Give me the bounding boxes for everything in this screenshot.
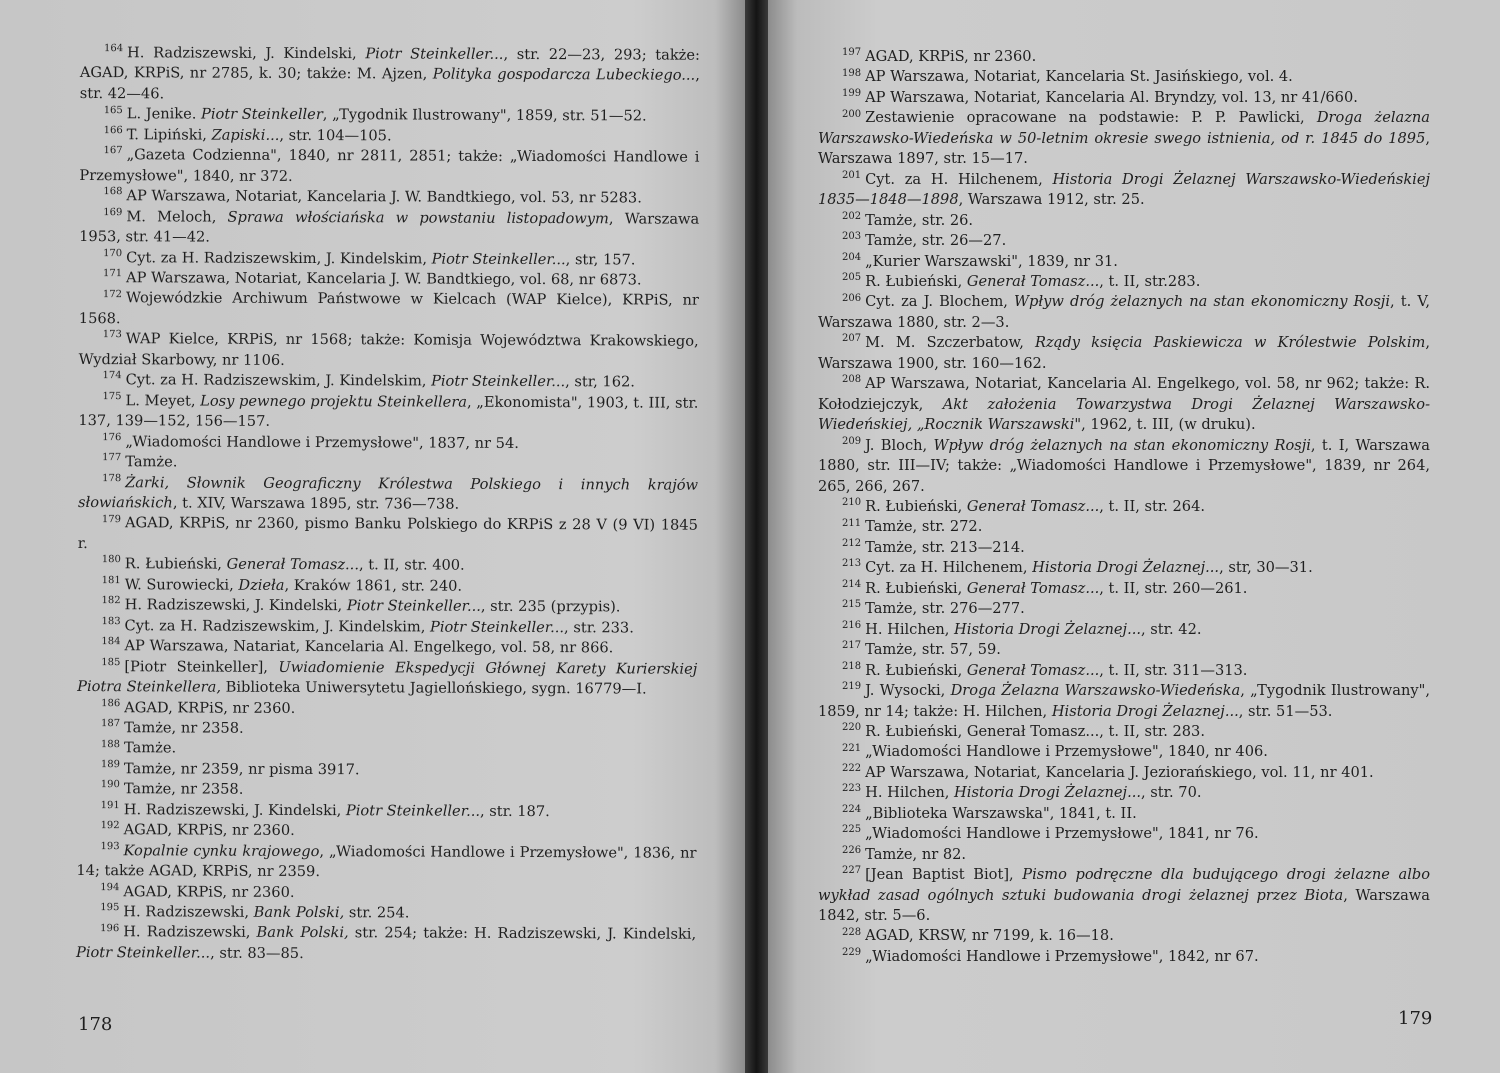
footnote [818, 926, 1430, 946]
footnote-text: , str. 235 (przypis). [480, 597, 621, 616]
footnote [79, 329, 699, 373]
footnote-text: H. Hilchen, [865, 784, 955, 802]
footnote [76, 922, 696, 966]
footnote-title-italic: Zapiski... [211, 126, 280, 144]
footnote-number: 208 [842, 374, 862, 386]
footnote-text: „Wiadomości Handlowe i Przemysłowe", 1841, nr 76. [865, 825, 1259, 843]
footnote-number: 200 [842, 108, 862, 120]
footnote-text: Tamże, nr 2359, nr pisma 3917. [123, 760, 360, 779]
footnote-text: Tamże, str. 26—27. [865, 232, 1007, 250]
footnote-number: 196 [100, 922, 120, 934]
footnote-title-italic: Piotr Steinkeller... [431, 372, 566, 391]
footnote [78, 473, 698, 517]
footnote [79, 268, 699, 291]
footnote-text: AGAD, KRPiS, nr 2360. [865, 48, 1037, 65]
footnote [818, 47, 1430, 67]
footnote [818, 640, 1430, 660]
footnote [78, 452, 698, 475]
footnote [818, 231, 1430, 251]
footnote-text: AGAD, KRPiS, nr 2360, pismo Banku Polskiego do KRPiS z 28 V (9 VI) 1845 r. [77, 514, 698, 552]
footnote [79, 145, 699, 189]
footnote-number: 183 [101, 615, 121, 628]
footnote [79, 288, 699, 332]
footnote [818, 558, 1430, 578]
footnote [818, 947, 1430, 967]
footnote-text: AP Warszawa, Notariat, Kancelaria J. W. Bandtkiego, vol. 68, nr 6873. [126, 269, 642, 289]
footnote-text: Tamże. [123, 739, 177, 757]
footnote-text: , „Wiadomości Handlowe i Przemysłowe", 1836, nr 14; także AGAD, KRPiS, nr 2359. [76, 842, 697, 881]
footnote [78, 595, 698, 618]
footnote-number: 165 [103, 104, 123, 116]
footnote-text: , t. XIV, Warszawa 1895, str. 736—738. [172, 494, 460, 513]
footnote-title-italic: Historia Drogi Żelaznej... [1051, 702, 1239, 720]
footnote-text: Wojewódzkie Archiwum Państwowe w Kielcach (WAP Kielce), KRPiS, nr 1568. [78, 289, 699, 328]
footnote-text: T. Lipiński, [126, 126, 212, 144]
footnote-number: 226 [842, 844, 862, 856]
footnote-text: , Warszawa 1953, str. 41—42. [79, 209, 700, 246]
footnote-title-italic: Piotr Steinkeller... [365, 45, 504, 63]
footnote-text: , str. 104—105. [279, 126, 392, 145]
footnote-title-italic: Akt założenia Towarzystwa Drogi Żelaznej Warszawsko-Wiedeńskiej, „Rocznik Warszawski" [818, 395, 1431, 434]
footnote-number: 166 [103, 125, 123, 137]
footnote-title-italic: Dzieła [238, 576, 285, 594]
footnote [818, 620, 1430, 640]
footnote [818, 599, 1430, 619]
footnote-number: 190 [100, 779, 120, 791]
footnote-number: 215 [842, 599, 862, 611]
footnote-title-italic: Wpływ dróg żelaznych na stan ekonomiczny Rosji [1014, 293, 1391, 311]
footnote [79, 186, 699, 209]
footnote-number: 202 [842, 210, 862, 222]
footnote [818, 742, 1430, 762]
footnote-text: , t. II, str. 311—313. [1099, 661, 1248, 679]
footnote [77, 718, 697, 741]
footnote-number: 192 [100, 820, 120, 832]
footnote [78, 391, 698, 435]
footnote-text: , Warszawa 1842, str. 5—6. [818, 886, 1430, 925]
footnote-text: H. Radziszewski, J. Kindelski, [127, 44, 366, 63]
footnote-number: 164 [103, 43, 124, 55]
footnote [818, 804, 1430, 824]
footnote [818, 374, 1430, 435]
footnote-title-italic: Generał Tomasz... [966, 497, 1100, 515]
footnote-title-italic: Historia Drogi Żelaznej... [1032, 559, 1220, 577]
footnote-number: 210 [842, 497, 862, 509]
footnote-number: 191 [100, 800, 120, 812]
footnote-number: 195 [100, 902, 120, 914]
footnote-text: , str. 83—85. [210, 944, 304, 962]
footnote-title-italic: Piotr Steinkeller... [431, 250, 566, 268]
footnote [79, 207, 699, 251]
footnote-title-italic: Losy pewnego projektu Steinkellera [200, 392, 468, 411]
footnote-number: 227 [842, 865, 862, 877]
footnote-title-italic: Wpływ dróg żelaznych na stan ekonomiczny Rosji [933, 436, 1311, 454]
footnote-text: AP Warszawa, Notariat, Kancelaria J. W. Bandtkiego, vol. 53, nr 5283. [126, 187, 642, 207]
footnote [818, 722, 1430, 742]
footnote-title-italic: Kopalnie cynku krajowego [123, 841, 320, 860]
footnote-title-italic: Piotr Steinkeller... [346, 597, 481, 615]
footnote-text: R. Łubieński, [124, 555, 227, 573]
footnote [78, 370, 698, 393]
footnote-number: 186 [101, 697, 121, 709]
footnote-number: 178 [102, 472, 122, 484]
footnote-text: AGAD, KRPiS, nr 2360. [124, 698, 296, 717]
footnote [818, 865, 1430, 926]
footnote-text: Tamże, nr 82. [865, 845, 967, 863]
footnote-text: M. M. Szczerbatow, [865, 334, 1036, 352]
footnote [818, 67, 1430, 87]
footnote-text: AP Warszawa, Notariat, Kancelaria Al. Bryndzy, vol. 13, nr 41/660. [865, 88, 1358, 106]
footnote [818, 436, 1430, 497]
footnote-text: R. Łubieński, Generał Tomasz..., t. II, str. 283. [865, 722, 1205, 740]
footnote-text: L. Jenike. [126, 105, 202, 123]
footnote-title-italic: Pismo podręczne dla budującego drogi żelazne albo wykład zasad ogólnych sztuki budowania drogi żelaznej przez Biota [818, 866, 1430, 904]
footnote-number: 181 [101, 575, 121, 587]
footnote-number: 211 [842, 517, 862, 529]
footnote [77, 759, 697, 782]
footnote-text: Cyt. za H. Hilchenem, [865, 170, 1053, 188]
footnote-text: WAP Kielce, KRPiS, nr 1568; także: Komisja Województwa Krakowskiego, Wydział Skarbowy, nr 1106. [78, 330, 699, 369]
footnote-number: 222 [842, 763, 862, 774]
footnote [818, 292, 1430, 333]
footnote-title-italic: Piotr Steinkeller... [429, 618, 565, 636]
footnote [818, 272, 1430, 292]
footnote-number: 180 [101, 554, 121, 566]
footnote-text: „Wiadomości Handlowe i Przemysłowe", 1840, nr 406. [865, 743, 1268, 761]
footnote-number: 229 [842, 947, 862, 959]
footnote-text: AP Warszawa, Natariat, Kancelaria Al. Engelkego, vol. 58, nr 866. [124, 637, 614, 657]
footnote-text: H. Radziszewski, [123, 903, 254, 921]
footnote-text: W. Surowiecki, [124, 575, 239, 594]
footnote-text: str. 254; także: H. Radziszewski, J. Kindelski, [348, 924, 697, 944]
footnote-text: , t. II, str. 264. [1099, 497, 1205, 515]
footnote-number: 168 [103, 186, 123, 198]
footnote-number: 219 [842, 681, 862, 693]
footnote-text: R. Łubieński, [865, 272, 967, 290]
footnote-text: Zestawienie opracowane na podstawie: P. P. Pawlicki, [865, 109, 1317, 127]
footnote-text: Cyt. za H. Hilchenem, [865, 559, 1033, 577]
footnote-text: R. Łubieński, [865, 579, 967, 597]
footnote [76, 882, 696, 905]
footnote-text: M. Meloch, [126, 207, 228, 226]
footnote-number: 203 [842, 231, 862, 243]
footnote [818, 333, 1430, 374]
footnote [77, 738, 697, 761]
footnote-text: „Kurier Warszawski", 1839, nr 31. [865, 252, 1118, 270]
footnote-number: 175 [102, 390, 122, 403]
footnote-text: „Wiadomości Handlowe i Przemysłowe", 1842, nr 67. [865, 947, 1259, 965]
footnote [76, 841, 696, 885]
footnote-text: , str. 187. [479, 802, 550, 820]
footnote [77, 697, 697, 720]
footnote [818, 170, 1430, 211]
footnote-title-italic: Rządy księcia Paskiewicza w Królestwie Polskim [1035, 334, 1426, 352]
footnote-text: , str. 42. [1141, 620, 1202, 638]
footnote-text: AGAD, KRPiS, nr 2360. [123, 821, 295, 840]
footnote [818, 783, 1430, 803]
footnote-number: 177 [102, 452, 122, 464]
left-page [0, 0, 745, 1073]
footnote-text: „Biblioteka Warszawska", 1841, t. II. [865, 804, 1137, 822]
footnote [818, 252, 1430, 272]
footnote-title-italic: Polityka gospodarcza Lubeckiego... [432, 65, 696, 85]
footnote-number: 199 [842, 88, 862, 100]
footnote-text: H. Radziszewski, J. Kindelski, [123, 800, 346, 819]
footnote [818, 517, 1430, 537]
footnote [818, 108, 1430, 169]
footnote-title-italic: Sprawa włościańska w powstaniu listopadowym [227, 208, 609, 227]
footnote-text: Tamże. [125, 453, 178, 471]
footnote-text: , str, 162. [565, 373, 635, 391]
footnote-text: Tamże, nr 2358. [124, 719, 244, 737]
footnote-title-italic: Droga żelazna Warszawsko-Wiedeńska w 50-letnim okresie swego istnienia, od r. 1845 do 1895 [818, 109, 1430, 147]
page-number-right: 179 [1398, 1008, 1433, 1029]
footnote-number: 204 [842, 251, 862, 263]
footnote-text: , „Tygodnik Ilustrowany", 1859, str. 51—52. [322, 106, 647, 125]
footnote-text: Biblioteka Uniwersytetu Jagiellońskiego, sygn. 16779—I. [220, 678, 647, 698]
footnote-text: , str, 157. [565, 250, 636, 268]
footnote [77, 636, 697, 659]
footnote-text: Tamże, str. 26. [865, 211, 974, 229]
footnote-text: AP Warszawa, Notariat, Kancelaria St. Jasińskiego, vol. 4. [865, 68, 1293, 86]
footnote [77, 800, 697, 823]
footnote-number: 220 [842, 722, 862, 734]
footnote-number: 225 [842, 824, 862, 836]
footnote [79, 248, 699, 271]
footnote-text: , Kraków 1861, str. 240. [284, 576, 463, 595]
footnote [80, 125, 700, 148]
footnote-number: 198 [842, 67, 862, 79]
footnote [818, 88, 1430, 108]
footnote-text: Tamże, str. 57, 59. [865, 641, 1001, 659]
footnote-number: 188 [100, 738, 121, 750]
footnote-text: H. Radziszewski, [123, 923, 257, 942]
footnote-number: 179 [101, 513, 122, 525]
footnote [78, 554, 698, 577]
page-number-left: 178 [78, 1014, 113, 1035]
footnote-number: 194 [100, 881, 120, 893]
footnote-number: 214 [842, 578, 862, 590]
footnote-number: 201 [842, 169, 862, 181]
footnote-number: 174 [102, 370, 122, 382]
footnote-title-italic: Historia Drogi Żelaznej... [954, 620, 1141, 638]
footnote-text: L. Meyet, [125, 391, 201, 410]
footnote-title-italic: Żarki, Słownik Geograficzny Królestwa Polskiego i innych krajów słowiańskich [77, 473, 699, 512]
book-gutter [745, 0, 768, 1073]
footnote-number: 209 [842, 435, 862, 447]
footnote [78, 575, 698, 598]
footnote-title-italic: Bank Polski, [253, 903, 345, 922]
footnote-number: 167 [103, 145, 123, 157]
footnote-text: , „Ekonomista", 1903, t. III, str. 137, 139—152, 156—157. [78, 393, 699, 430]
footnote-text: AGAD, KRPiS, nr 2360. [123, 882, 295, 901]
footnote-number: 184 [101, 636, 121, 648]
footnote [818, 579, 1430, 599]
footnote [818, 763, 1430, 783]
footnote [77, 616, 697, 639]
footnote-text: AGAD, KRSW, nr 7199, k. 16—18. [865, 927, 1114, 945]
footnote [77, 820, 697, 843]
footnote-number: 228 [842, 926, 862, 938]
footnote-text: , str. 233. [564, 618, 634, 637]
footnote-text: , str. 51—53. [1238, 702, 1333, 720]
footnote-text: , „Tygodnik Ilustrowany", 1859, nr 14; także: H. Hilchen, [818, 682, 1430, 720]
footnote-number: 197 [842, 47, 862, 59]
footnotes-right [818, 47, 1430, 967]
footnote-text: R. Łubieński, [865, 497, 967, 515]
footnote-number: 218 [842, 660, 862, 672]
footnote-number: 224 [842, 803, 862, 815]
footnote-number: 221 [842, 742, 862, 754]
footnote-text: Cyt. za H. Radziszewskim, J. Kindelskim, [126, 248, 432, 268]
footnote-number: 206 [842, 292, 862, 304]
footnote-text: , t. I, Warszawa 1880, str. III—IV; także: „Wiadomości Handlowe i Przemysłowe", 1839, nr 264, 265, 266, 267. [818, 436, 1430, 495]
footnote-number: 193 [100, 840, 120, 852]
footnote-text: , Warszawa 1900, str. 160—162. [818, 334, 1430, 372]
footnote-title-italic: Piotr Steinkeller... [75, 943, 211, 962]
footnote [78, 432, 698, 455]
footnote [80, 104, 700, 127]
footnote-title-italic: Generał Tomasz... [966, 579, 1100, 597]
footnote-title-italic: Uwiadomienie Ekspedycji Głównej Karety Kurierskiej Piotra Steinkellera, [77, 658, 698, 696]
footnote-number: 182 [101, 595, 121, 607]
footnote-title-italic: Generał Tomasz... [966, 661, 1100, 679]
footnote-text: [Jean Baptist Biot], [865, 866, 1023, 884]
footnote-text: R. Łubieński, [865, 661, 967, 679]
footnote-number: 169 [103, 206, 123, 218]
footnote [77, 779, 697, 802]
footnote [818, 661, 1430, 681]
footnote-number: 189 [100, 759, 120, 771]
footnote [818, 681, 1430, 722]
footnote-number: 212 [842, 538, 862, 550]
footnote-number: 176 [102, 431, 122, 443]
footnote-text: , Warszawa 1897, str. 15—17. [818, 129, 1430, 168]
footnote-text: „Gazeta Codzienna", 1840, nr 2811, 2851; także: „Wiadomości Handlowe i Przemysłowe", 1840, nr 372. [79, 146, 700, 185]
footnote-title-italic: Historia Drogi Żelaznej... [954, 784, 1141, 802]
footnote-number: 207 [842, 333, 862, 345]
footnote-text: J. Bloch, [865, 436, 934, 454]
footnote-number: 170 [103, 247, 123, 259]
footnote-text: Tamże, str. 276—277. [865, 600, 1025, 618]
footnote-number: 171 [102, 268, 123, 280]
footnote-number: 173 [102, 329, 122, 341]
footnote-title-italic: Piotr Steinkeller [201, 105, 323, 124]
footnote-number: 223 [842, 783, 862, 795]
footnote-text: Tamże, str. 213—214. [865, 538, 1025, 556]
footnote [818, 538, 1430, 558]
footnote-text: , Warszawa 1912, str. 25. [958, 191, 1145, 209]
footnote [78, 513, 698, 557]
footnote-text: , 1962, t. III, (w druku). [1081, 416, 1256, 434]
footnote-text: , t. II, str. 400. [358, 556, 465, 575]
footnotes-left [76, 43, 700, 966]
footnote-text: , str. 42—46. [79, 67, 700, 103]
footnote-text: , str, 30—31. [1219, 559, 1313, 577]
footnote-title-italic: Piotr Steinkeller... [345, 801, 481, 820]
footnote-text: H. Radziszewski, J. Kindelski, [124, 596, 347, 615]
footnote [818, 824, 1430, 844]
footnote-text: Tamże, nr 2358. [123, 780, 244, 799]
footnote-text: Cyt. za H. Radziszewskim, J. Kindelskim, [125, 371, 432, 390]
footnote-text: , str. 70. [1141, 784, 1202, 802]
footnote [80, 43, 700, 107]
footnote-number: 185 [101, 656, 121, 668]
footnote-text: , str. 22—23, 293; także: AGAD, KRPiS, nr 2785, k. 30; także: M. Ajzen, [79, 45, 700, 83]
footnote-text: „Wiadomości Handlowe i Przemysłowe", 1837, nr 54. [125, 432, 519, 452]
footnote-text: J. Wysocki, [865, 682, 951, 700]
footnote-text: AP Warszawa, Notariat, Kancelaria Al. Engelkego, vol. 58, nr 962; także: R. Kołodziejczyk, [818, 375, 1430, 413]
footnote-text: AP Warszawa, Notariat, Kancelaria J. Jeziorańskiego, vol. 11, nr 401. [865, 763, 1374, 781]
footnote-title-italic: Historia Drogi Żelaznej Warszawsko-Wiedeńskiej 1835—1848—1898 [818, 170, 1430, 209]
footnote-title-italic: Generał Tomasz... [226, 555, 360, 574]
footnote-text: , t. V, Warszawa 1880, str. 2—3. [818, 293, 1430, 331]
footnote [77, 657, 697, 701]
footnote-text: Tamże, str. 272. [865, 518, 983, 536]
footnote-title-italic: Bank Polski, [256, 924, 349, 942]
footnote-number: 187 [101, 718, 121, 730]
footnote-number: 205 [842, 272, 862, 284]
footnote-number: 172 [102, 288, 123, 300]
footnote-number: 213 [842, 558, 862, 570]
footnote-text: Cyt. za H. Radziszewskim, J. Kindelskim, [124, 616, 431, 636]
footnote-text: Cyt. za J. Blochem, [865, 293, 1015, 311]
footnote [818, 211, 1430, 231]
right-page [768, 0, 1500, 1073]
footnote-text: H. Hilchen, [865, 620, 955, 638]
footnote-title-italic: Generał Tomasz... [966, 272, 1100, 290]
footnote-number: 217 [842, 640, 862, 652]
footnote-text: , t. II, str.283. [1099, 272, 1201, 290]
footnote [818, 497, 1430, 517]
footnote-title-italic: Droga Żelazna Warszawsko-Wiedeńska [950, 682, 1241, 700]
footnote-text: [Piotr Steinkeller], [124, 657, 279, 676]
footnote [818, 845, 1430, 865]
footnote-text: , t. II, str. 260—261. [1099, 579, 1248, 597]
footnote [76, 902, 696, 925]
footnote-number: 216 [842, 619, 862, 631]
footnote-text: str. 254. [344, 904, 410, 922]
